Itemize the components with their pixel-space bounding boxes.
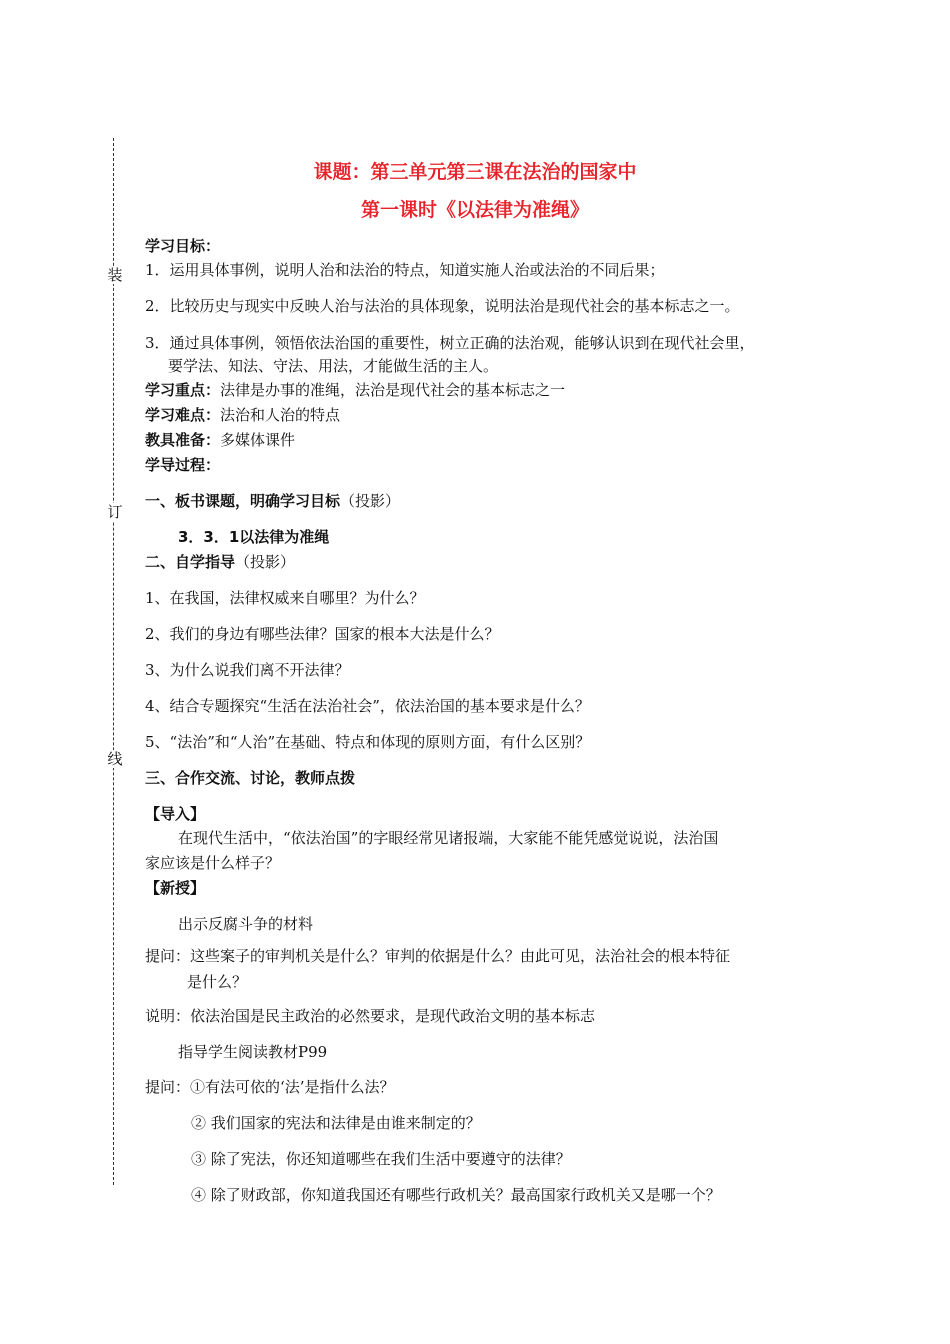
new-lesson-question: ③ 除了宪法，你还知道哪些在我们生活中要遵守的法律？ (191, 1150, 571, 1168)
objective-item: 2．比较历史与现实中反映人治与法治的具体现象，说明法治是现代社会的基本标志之一。 (145, 297, 740, 315)
new-lesson-question-continued: 是什么？ (187, 973, 248, 991)
objective-item: 1．运用具体事例，说明人治和法治的特点，知道实施人治或法治的不同后果； (145, 261, 665, 279)
binding-char-ding: 订 (107, 503, 123, 521)
objective-item-continued: 要学法、知法、守法、用法，才能做生活的主人。 (168, 357, 499, 375)
lesson-title: 课题：第三单元第三课在法治的国家中 (313, 161, 637, 183)
section1-subtitle: 3．3．1以法律为准绳 (178, 528, 330, 546)
new-lesson-question: 提问：①有法可依的‘法’是指什么法？ (145, 1078, 395, 1096)
key-point-text: 法律是办事的准绳，法治是现代社会的基本标志之一 (220, 381, 566, 399)
intro-heading: 【导入】 (145, 805, 206, 823)
section1-title: 一、板书课题，明确学习目标 (145, 492, 341, 510)
new-lesson-explanation: 说明：依法治国是民主政治的必然要求，是现代政治文明的基本标志 (145, 1007, 596, 1025)
binding-dashed-line (113, 138, 114, 1185)
binding-char-zhuang: 装 (107, 266, 123, 284)
question-item: 2、我们的身边有哪些法律？国家的根本大法是什么？ (145, 625, 500, 643)
new-lesson-question: ④ 除了财政部，你知道我国还有哪些行政机关？最高国家行政机关又是哪一个？ (191, 1186, 721, 1204)
question-item: 5、“法治”和“人治”在基础、特点和体现的原则方面，有什么区别？ (145, 733, 591, 751)
intro-text: 在现代生活中，“依法治国”的字眼经常见诸报端，大家能不能凭感觉说说，法治国 (178, 829, 719, 847)
section2-note: （投影） (235, 553, 296, 571)
difficulty-text: 法治和人治的特点 (220, 406, 341, 424)
lesson-subtitle: 第一课时《以法律为准绳》 (360, 199, 589, 221)
tools (145, 430, 295, 450)
question-item: 3、为什么说我们离不开法律？ (145, 661, 350, 679)
new-lesson-reading: 指导学生阅读教材P99 (178, 1043, 328, 1061)
new-lesson-question: 提问：这些案子的审判机关是什么？审判的依据是什么？由此可见，法治社会的根本特征 (145, 947, 731, 965)
section3-heading: 三、合作交流、讨论，教师点拨 (145, 769, 356, 787)
binding-char-xian: 线 (107, 750, 123, 768)
section1-heading (145, 491, 400, 511)
new-lesson-question: ② 我们国家的宪法和法律是由谁来制定的？ (191, 1114, 481, 1132)
difficulty (145, 405, 340, 425)
difficulty-label: 学习难点： (145, 406, 221, 424)
tools-text: 多媒体课件 (220, 431, 296, 449)
process-heading: 学导过程： (145, 456, 221, 474)
objectives-heading: 学习目标： (145, 237, 221, 255)
tools-label: 教具准备： (145, 431, 221, 449)
key-point (145, 380, 565, 400)
intro-text-continued: 家应该是什么样子？ (145, 854, 281, 872)
key-point-label: 学习重点： (145, 381, 221, 399)
new-lesson-heading: 【新授】 (145, 879, 206, 897)
question-item: 4、结合专题探究“生活在法治社会”，依法治国的基本要求是什么？ (145, 697, 590, 715)
new-lesson-material: 出示反腐斗争的材料 (178, 915, 314, 933)
section2-heading (145, 552, 295, 572)
section1-note: （投影） (340, 492, 401, 510)
question-item: 1、在我国，法律权威来自哪里？为什么？ (145, 589, 425, 607)
section2-title: 二、自学指导 (145, 553, 236, 571)
objective-item: 3．通过具体事例，领悟依法治国的重要性，树立正确的法治观，能够认识到在现代社会里， (145, 334, 755, 352)
